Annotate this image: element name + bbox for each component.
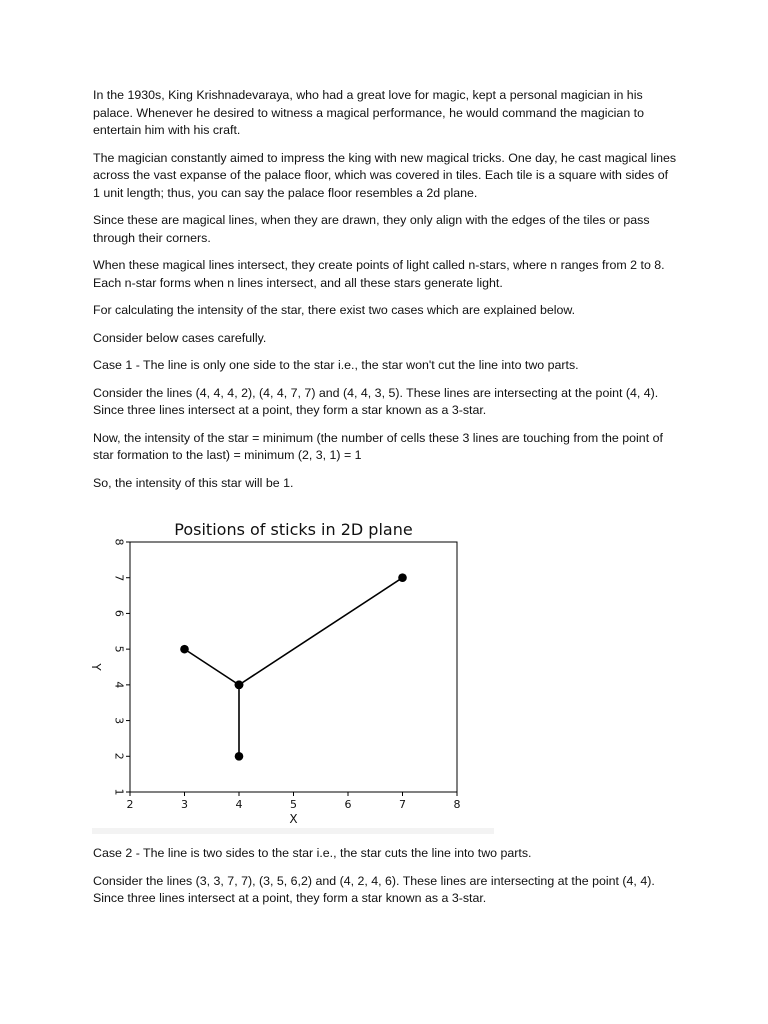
- chart-bottom-strip: [92, 828, 494, 834]
- y-tick-label: 8: [112, 538, 126, 546]
- paragraph-case-2-lines: Consider the lines (3, 3, 7, 7), (3, 5, 6,2) and (4, 2, 4, 6). These lines are intersecting at the point (4, 4). Since three lines intersect at a point, they form a star known as a 3-star.: [93, 873, 655, 905]
- paragraph-case-1-result: So, the intensity of this star will be 1.: [93, 475, 294, 490]
- x-tick-label: 4: [235, 798, 243, 811]
- chart-title: Positions of sticks in 2D plane: [174, 520, 413, 539]
- y-tick-label: 2: [112, 752, 126, 760]
- y-tick-label: 1: [112, 788, 126, 796]
- x-tick-label: 5: [290, 798, 297, 811]
- y-axis-label: Y: [89, 663, 103, 671]
- paragraph-case-1: Case 1 - The line is only one side to the star i.e., the star won't cut the line into two parts.: [93, 358, 579, 372]
- paragraph-intro: In the 1930s, King Krishnadevaraya, who had a great love for magic, kept a personal magician in his palace. Whenever he desired to witness a magical performance, he would command the magician to entertain him with his craft.: [93, 88, 644, 137]
- plot-frame: [130, 542, 457, 792]
- y-tick-label: 5: [112, 645, 126, 653]
- x-axis-label: X: [289, 812, 298, 826]
- stick-endpoint: [180, 645, 189, 654]
- document-body-top: [93, 87, 678, 502]
- y-tick-label: 7: [112, 574, 126, 582]
- paragraph-magician-lines: The magician constantly aimed to impress the king with new magical tricks. One day, he cast magical lines across the vast expanse of the palace floor, which was covered in tiles. Each tile is a square with sides of 1 unit length; thus, you can say the palace floor resembles a 2d plane.: [93, 150, 677, 200]
- stick-endpoint: [235, 681, 244, 690]
- paragraph-intensity-cases: For calculating the intensity of the star, there exist two cases which are explained below.: [93, 303, 576, 317]
- y-tick-label: 3: [112, 717, 126, 725]
- x-tick-label: 6: [344, 798, 352, 811]
- chart-container: [89, 516, 494, 834]
- y-tick-label: 4: [112, 681, 126, 689]
- x-tick-label: 8: [453, 798, 461, 811]
- document-body-bottom: [93, 845, 678, 918]
- x-tick-label: 7: [399, 798, 406, 811]
- paragraph-n-stars: When these magical lines intersect, they create points of light called n-stars, where n ranges from 2 to 8. Each n-star forms when n lines intersect, and all these stars generate light.: [93, 258, 665, 290]
- paragraph-line-alignment: Since these are magical lines, when they are drawn, they only align with the edges of the tiles or pass through their corners.: [93, 213, 650, 245]
- stick-line-2: [239, 578, 403, 685]
- stick-line-3: [185, 649, 240, 685]
- paragraph-case-1-intensity: Now, the intensity of the star = minimum (the number of cells these 3 lines are touching from the point of star formation to the last) = minimum (2, 3, 1) = 1: [93, 430, 663, 462]
- paragraph-consider-cases: Consider below cases carefully.: [93, 330, 267, 345]
- paragraph-case-1-lines: Consider the lines (4, 4, 4, 2), (4, 4, 7, 7) and (4, 4, 3, 5). These lines are intersecting at the point (4, 4). Since three lines intersect at a point, they form a star known as a 3-star.: [93, 385, 659, 417]
- y-tick-label: 6: [112, 609, 126, 617]
- sticks-chart: [89, 516, 494, 828]
- x-tick-label: 3: [181, 798, 188, 811]
- paragraph-case-2: Case 2 - The line is two sides to the star i.e., the star cuts the line into two parts.: [93, 846, 532, 860]
- stick-endpoint: [235, 752, 244, 761]
- x-tick-label: 2: [126, 798, 134, 811]
- stick-endpoint: [398, 573, 407, 582]
